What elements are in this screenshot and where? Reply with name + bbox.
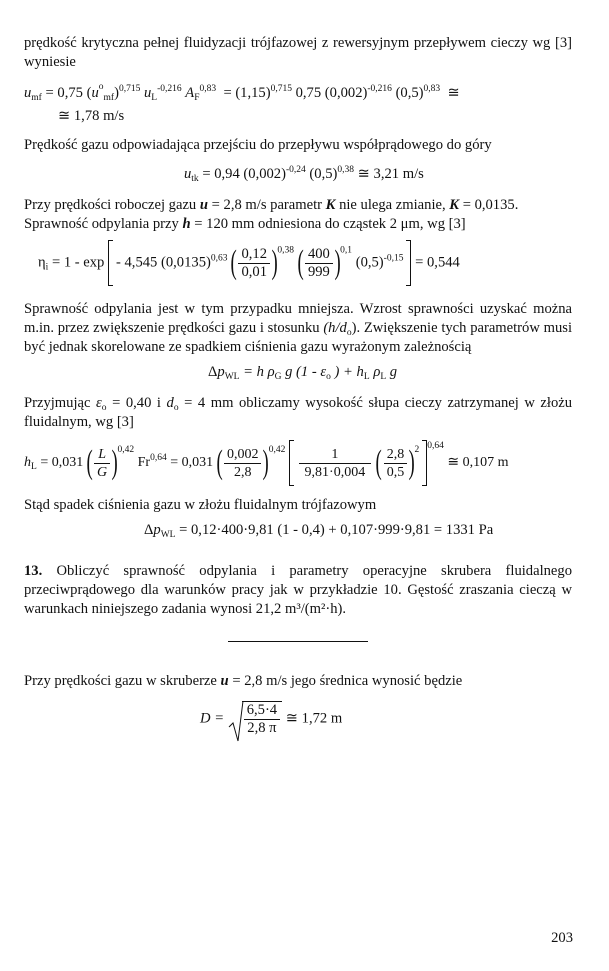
paragraph-critical-velocity: prędkość krytyczna pełnej fluidyzacji trójfazowej z rewersyjnym przepływem cieczy wg [3] wyniesie xyxy=(24,35,572,70)
equation-pressure-value: $\Delta p_{WL} = 0,12\cdot 400\cdot 9,81$ (1 - 0,4) + 0,107·999·9,81 = 1331 Pa xyxy=(144,522,494,540)
divider xyxy=(228,641,368,642)
fraction-4: $\frac{1}{9,81\cdot 0,004}$ xyxy=(299,446,371,481)
equation-diameter: D = $\frac{6,5\cdot 4}{2,8 \pi}$ ≅ 1,72 m xyxy=(200,701,572,737)
paragraph-assume: Przyjmując $\varepsilon_o = 0,40$ i $d_o = 4$ mm obliczamy wysokość słupa cieczy zatrzymanej w złożu fluidalnym, wg [3] xyxy=(24,395,573,430)
fraction-1: $\frac{0,12}{0,01}$ xyxy=(238,246,270,281)
paragraph-diameter: Przy prędkości gazu w skruberze u = 2,8 m/s jego średnica wynosić będzie xyxy=(24,673,463,689)
equation-umf-result: ≅ 1,78 m/s xyxy=(58,108,125,124)
equation-umf: $u_{mf} = 0,75$ $(u^o_{mf})^{0,715}$ $u_L^{-0,216}$ $A_F^{0,83} = (1,15)^{0,715}$ 0,75 $(0,002)^{-0,216}$ $(0,5)^{0,83}$ ≅ xyxy=(24,82,460,103)
paragraph-pressure-drop: Stąd spadek ciśnienia gazu w złożu fluidalnym trójfazowym xyxy=(24,497,377,513)
paragraph-working-velocity: Przy prędkości roboczej gazu u = 2,8 m/s parametr K nie ulega zmianie, K = 0,0135. xyxy=(24,197,519,213)
paragraph-problem-13: 13. Obliczyć sprawność odpylania i parametry operacyjne skrubera fluidalnego przeciwprądowego dla warunków pracy jak w przykładzie 10. Gęstość zraszania cieczą w warunkach niniejszego zadania wynosi 21,2 m³/(m²·h). xyxy=(24,563,572,617)
page-number: 203 xyxy=(551,930,573,946)
fraction-lg: $\frac{L}{G}$ xyxy=(94,446,110,481)
equation-eta: $\eta_i = 1 - \exp - 4,545$ $(0,0135)^{0,63}$ ( $\frac{0,12}{0,01}$ )$^{0,38}$ ( $\frac{400}{999}$ )$^{0,1}$ $(0,5)^{-0,15} = 0,544$ xyxy=(38,240,572,286)
equation-pressure-drop: $\Delta p_{WL} = h$ $\rho_G$ g ($1 - \varepsilon_o$ ) + $h_L$ $\rho_L$ g xyxy=(208,364,398,382)
equation-utk: $u_{tk} = 0,94$ $(0,002)^{-0,24}$ $(0,5)^{0,38}$ ≅ 3,21 m/s xyxy=(184,165,424,184)
paragraph-gas-velocity: Prędkość gazu odpowiadająca przejściu do przepływu współprądowego do góry xyxy=(24,137,492,153)
fraction-2: $\frac{400}{999}$ xyxy=(305,246,333,281)
fraction-5: $\frac{2,8}{0,5}$ xyxy=(384,446,408,481)
paragraph-efficiency: Sprawność odpylania przy h = 120 mm odniesiona do cząstek 2 μm, wg [3] xyxy=(24,216,466,232)
equation-hl: $h_L = 0,031$ ( $\frac{L}{G}$ )$^{0,42}$ Fr$^{0,64}$ = 0,031 ( $\frac{0,002}{2,8}$ )$^{0,42}$ $\frac{1}{9,81\cdot 0,004}$ ( $\frac{2,8}{0,5}$ )$^2$ $^{0,64}$ ≅ 0,107 m xyxy=(24,440,572,486)
square-root-icon: $\frac{6,5\cdot 4}{2,8 \pi}$ xyxy=(228,701,282,737)
fraction-3: $\frac{0,002}{2,8}$ xyxy=(224,446,262,481)
page-content xyxy=(24,34,572,737)
paragraph-efficiency-lower: Sprawność odpylania jest w tym przypadku mniejsza. Wzrost sprawności uzyskać można m.in. przez zwiększenie prędkości gazu i stosunku $(h/d_o)$. Zwiększenie tych parametrów musi być jednak skorelowane ze spadkiem ciśnienia gazu wyrażonym zależnością xyxy=(24,301,573,355)
